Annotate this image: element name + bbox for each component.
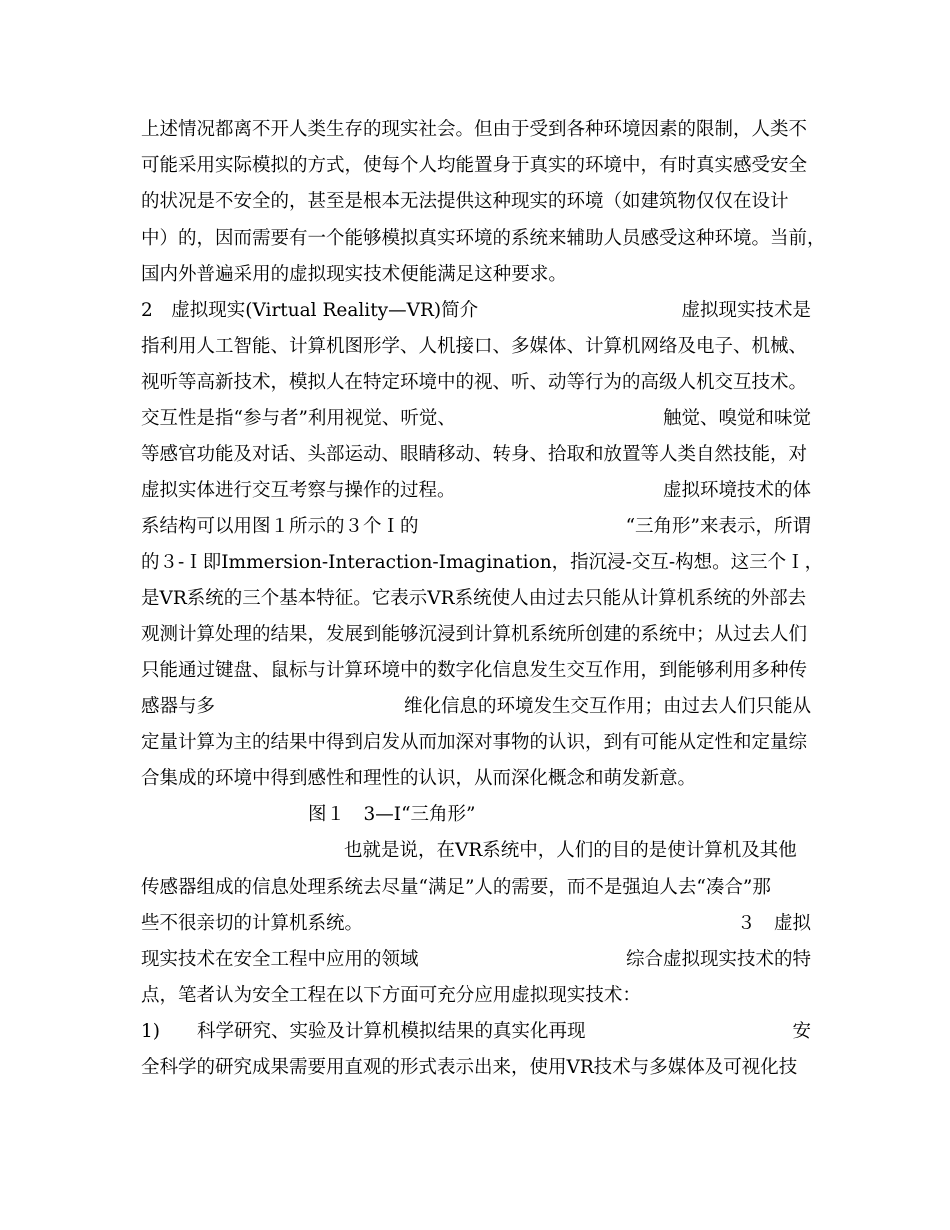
line-text: 中）的，因而需要有一个能够模拟真实环境的系统来辅助人员感受这种环境。当前， — [141, 228, 826, 249]
line-text: 上述情况都离不开人类生存的现实社会。但由于受到各种环境因素的限制，人类不 — [141, 119, 808, 140]
text-line-justified — [141, 260, 811, 290]
text-line — [141, 1053, 811, 1083]
line-text: 等感官功能及对话、头部运动、眼睛移动、转身、拾取和放置等人类自然技能，对 — [141, 444, 808, 465]
line-text-right: 综合虚拟现实技术的特 — [625, 949, 811, 970]
line-text-right: 虚拟环境技术的体 — [662, 480, 811, 501]
line-text: 感器与多 — [141, 696, 216, 717]
line-text-right: 虚拟现实技术是 — [681, 300, 811, 321]
text-line — [141, 476, 811, 506]
text-line — [141, 440, 811, 470]
section-heading: 现实技术在安全工程中应用的领域 — [141, 949, 419, 970]
text-line — [141, 115, 811, 145]
text-line — [141, 764, 811, 794]
text-line — [141, 512, 811, 542]
text-line — [141, 548, 824, 578]
line-text: 传感器组成的信息处理系统去尽量“满足”人的需要，而不是强迫人去“凑合”那 — [141, 877, 771, 898]
text-line — [141, 368, 811, 398]
line-text: 可能采用实际模拟的方式，使每个人均能置身于真实的环境中，有时真实感受安全 — [141, 155, 808, 176]
line-text: 系结构可以用图１所示的３个Ｉ的 — [141, 516, 419, 537]
line-text: 全科学的研究成果需要用直观的形式表示出来，使用VR技术与多媒体及可视化技 — [141, 1057, 798, 1078]
text-line — [141, 187, 811, 217]
line-text: 交互性是指“参与者”利用视觉、听觉、 — [141, 408, 456, 429]
line-text: 的３-Ｉ即Immersion-Interaction-Imagination，指沉浸-交互-构想。这三个Ｉ， — [141, 552, 824, 573]
line-text: 指利用人工智能、计算机图形学、人机接口、多媒体、计算机网络及电子、机械、 — [141, 336, 808, 357]
line-text: 合集成的环境中得到感性和理性的认识，从而深化概念和萌发新意。 — [141, 768, 697, 789]
line-text-right: 触觉、嗅觉和味觉 — [662, 408, 811, 429]
line-text-right: 维化信息的环境发生交互作用；由过去人们只能从 — [403, 696, 811, 717]
text-line — [141, 151, 811, 181]
text-line — [141, 728, 811, 758]
line-text-right: “三角形”来表示，所谓 — [625, 516, 811, 537]
text-line — [141, 332, 811, 362]
text-line — [141, 404, 811, 434]
text-line — [141, 656, 811, 686]
section-heading: ３ 虚拟 — [736, 913, 811, 934]
text-line — [141, 945, 811, 975]
line-text: 观测计算处理的结果，发展到能够沉浸到计算机系统所创建的系统中；从过去人们 — [141, 624, 808, 645]
section-heading: 2 虚拟现实(Virtual Reality—VR)简介 — [141, 300, 479, 321]
text-line — [141, 873, 811, 903]
line-text: 虚拟实体进行交互考察与操作的过程。 — [141, 480, 456, 501]
text-line — [344, 836, 811, 866]
text-line-justified — [141, 981, 811, 1011]
line-text-right: 安 — [792, 1021, 811, 1042]
text-line — [141, 584, 811, 614]
line-text: 是VR系统的三个基本特征。它表示VR系统使人由过去只能从计算机系统的外部去 — [141, 588, 807, 609]
justified-text: 国内外普遍采用的虚拟现实技术便能满足这种要求。 — [141, 264, 567, 285]
list-item-heading: 1) 科学研究、实验及计算机模拟结果的真实化再现 — [141, 1021, 586, 1042]
line-text: 只能通过键盘、鼠标与计算环境中的数字化信息发生交互作用，到能够利用多种传 — [141, 660, 808, 681]
text-line — [141, 692, 811, 722]
line-text: 些不很亲切的计算机系统。 — [141, 913, 364, 934]
line-text: 的状况是不安全的，甚至是根本无法提供这种现实的环境（如建筑物仅仅在设计 — [141, 191, 789, 212]
list-item-line — [141, 1017, 811, 1047]
text-line — [141, 620, 811, 650]
section-heading-line — [141, 296, 811, 326]
text-line — [141, 909, 811, 939]
line-text: 也就是说，在VR系统中，人们的目的是使计算机及其他 — [344, 840, 797, 861]
justified-text: 点，笔者认为安全工程在以下方面可充分应用虚拟现实技术： — [141, 985, 641, 1006]
line-text: 定量计算为主的结果中得到启发从而加深对事物的认识，到有可能从定性和定量综 — [141, 732, 808, 753]
text-line — [141, 224, 826, 254]
caption-text: 图１ 3—I“三角形” — [308, 804, 476, 825]
line-text: 视听等高新技术，模拟人在特定环境中的视、听、动等行为的高级人机交互技术。 — [141, 372, 808, 393]
figure-caption — [308, 800, 708, 830]
